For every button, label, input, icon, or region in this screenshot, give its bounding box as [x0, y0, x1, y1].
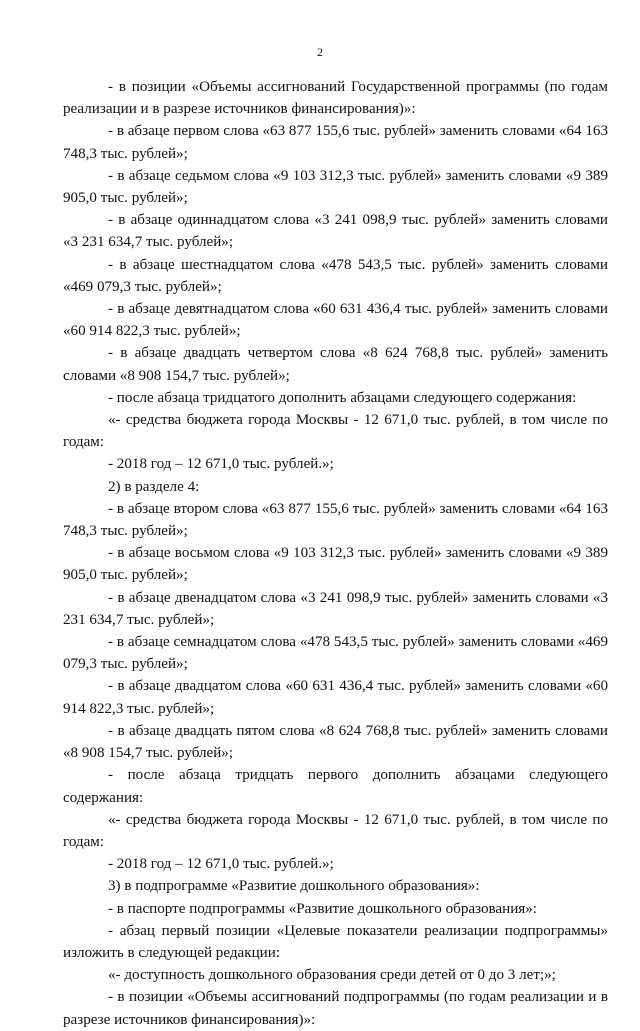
paragraph-13: - в абзаце восьмом слова «9 103 312,3 тыс. рублей» заменить словами «9 389 905,0 тыс. рублей»; — [63, 545, 608, 584]
paragraph-22: - в паспорте подпрограммы «Развитие дошкольного образования»: — [108, 900, 537, 917]
paragraph-10: - 2018 год – 12 671,0 тыс. рублей.»; — [108, 456, 334, 473]
document-body — [63, 76, 608, 1031]
paragraph-15: - в абзаце семнадцатом слова «478 543,5 тыс. рублей» заменить словами «469 079,3 тыс. рублей»; — [63, 634, 608, 673]
paragraph-16: - в абзаце двадцатом слова «60 631 436,4 тыс. рублей» заменить словами «60 914 822,3 тыс. рублей»; — [63, 678, 608, 717]
paragraph-19: «- средства бюджета города Москвы - 12 671,0 тыс. рублей, в том числе по годам: — [63, 811, 608, 850]
page-number: 2 — [317, 45, 323, 59]
paragraph-7: - в абзаце двадцать четвертом слова «8 624 768,8 тыс. рублей» заменить словами «8 908 154,7 тыс. рублей»; — [63, 345, 608, 384]
paragraph-8: - после абзаца тридцатого дополнить абзацами следующего содержания: — [108, 389, 577, 406]
paragraph-3: - в абзаце седьмом слова «9 103 312,3 тыс. рублей» заменить словами «9 389 905,0 тыс. рублей»; — [63, 167, 608, 207]
paragraph-23: - абзац первый позиции «Целевые показатели реализации подпрограммы» изложить в следующей редакции: — [63, 922, 608, 961]
paragraph-5: - в абзаце шестнадцатом слова «478 543,5 тыс. рублей» заменить словами «469 079,3 тыс. рублей»; — [63, 256, 608, 295]
paragraph-1: - в позиции «Объемы ассигнований Государственной программы (по годам реализации и в разрезе источников финансирования)»: — [63, 79, 608, 118]
paragraph-6: - в абзаце девятнадцатом слова «60 631 436,4 тыс. рублей» заменить словами «60 914 822,3 тыс. рублей»; — [63, 301, 608, 340]
paragraph-12: - в абзаце втором слова «63 877 155,6 тыс. рублей» заменить словами «64 163 748,3 тыс. рублей»; — [63, 500, 608, 540]
paragraph-2: - в абзаце первом слова «63 877 155,6 тыс. рублей» заменить словами «64 163 748,3 тыс. рублей»; — [63, 123, 608, 162]
paragraph-25: - в позиции «Объемы ассигнований подпрограммы (по годам реализации и в разрезе источников финансирования)»: — [63, 989, 608, 1028]
paragraph-20: - 2018 год – 12 671,0 тыс. рублей.»; — [108, 856, 334, 873]
paragraph-24: «- доступность дошкольного образования среди детей от 0 до 3 лет;»; — [108, 967, 556, 984]
paragraph-9: «- средства бюджета города Москвы - 12 671,0 тыс. рублей, в том числе по годам: — [63, 412, 608, 451]
paragraph-11: 2) в разделе 4: — [108, 478, 200, 495]
paragraph-14: - в абзаце двенадцатом слова «3 241 098,9 тыс. рублей» заменить словами «3 231 634,7 тыс. рублей»; — [63, 589, 608, 628]
paragraph-18: - после абзаца тридцать первого дополнить абзацами следующего содержания: — [63, 767, 608, 806]
paragraph-4: - в абзаце одиннадцатом слова «3 241 098,9 тыс. рублей» заменить словами «3 231 634,7 тыс. рублей»; — [63, 212, 608, 251]
paragraph-17: - в абзаце двадцать пятом слова «8 624 768,8 тыс. рублей» заменить словами «8 908 154,7 тыс. рублей»; — [63, 722, 608, 762]
paragraph-21: 3) в подпрограмме «Развитие дошкольного образования»: — [108, 878, 480, 895]
